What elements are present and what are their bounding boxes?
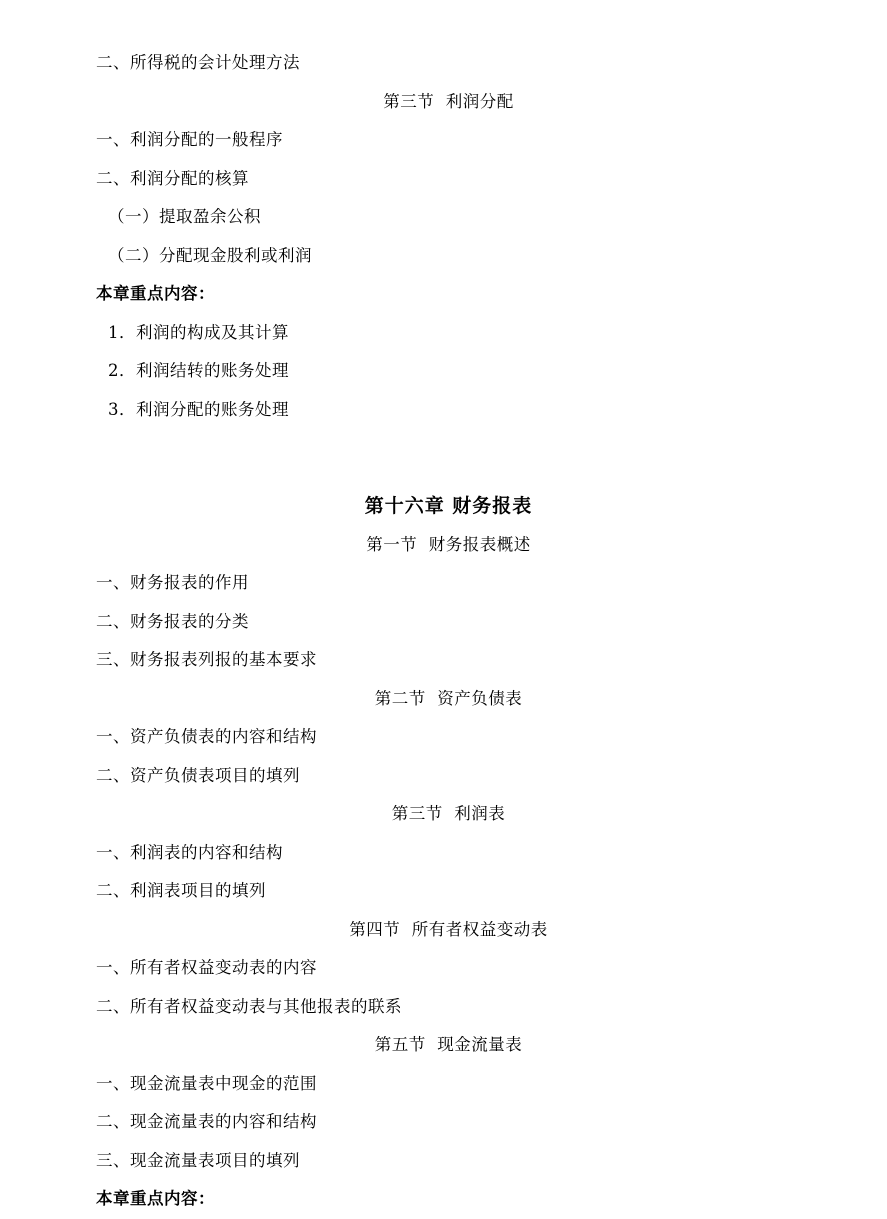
paragraph: 一、现金流量表中现金的范围 — [96, 1073, 317, 1093]
section-heading: 第四节 所有者权益变动表 — [349, 919, 548, 939]
list-item: 3．利润分配的账务处理 — [108, 399, 289, 419]
paragraph: 二、资产负债表项目的填列 — [96, 765, 300, 785]
section-heading: 第一节 财务报表概述 — [366, 534, 531, 554]
key-points-heading: 本章重点内容： — [96, 284, 215, 303]
key-points-heading: 本章重点内容： — [96, 1189, 215, 1208]
section-heading: 第五节 现金流量表 — [374, 1035, 523, 1054]
list-item: 1．利润的构成及其计算 — [108, 322, 289, 342]
paragraph: 二、利润分配的核算 — [96, 168, 249, 188]
section-heading: 第二节 资产负债表 — [374, 688, 523, 708]
paragraph: （一）提取盈余公积 — [108, 207, 261, 226]
list-item: 2．利润结转的账务处理 — [108, 361, 289, 380]
paragraph: 一、利润分配的一般程序 — [96, 130, 283, 149]
chapter-title: 第十六章 财务报表 — [364, 495, 533, 517]
paragraph: 一、资产负债表的内容和结构 — [96, 727, 317, 746]
section-heading: 第三节 利润表 — [391, 804, 506, 823]
paragraph: 二、财务报表的分类 — [96, 611, 249, 631]
paragraph: 一、利润表的内容和结构 — [96, 842, 283, 862]
vertical-spacer — [96, 429, 801, 487]
section-heading: 第三节 利润分配 — [383, 91, 514, 111]
paragraph: 一、财务报表的作用 — [96, 573, 249, 592]
paragraph: 二、利润表项目的填列 — [96, 881, 266, 900]
paragraph: 二、现金流量表的内容和结构 — [96, 1112, 317, 1131]
paragraph: 三、现金流量表项目的填列 — [96, 1150, 300, 1170]
paragraph: 二、所得税的会计处理方法 — [96, 53, 300, 72]
paragraph: 一、所有者权益变动表的内容 — [96, 958, 317, 977]
paragraph: （二）分配现金股利或利润 — [108, 245, 312, 265]
paragraph: 三、财务报表列报的基本要求 — [96, 650, 317, 669]
paragraph: 二、所有者权益变动表与其他报表的联系 — [96, 996, 402, 1016]
